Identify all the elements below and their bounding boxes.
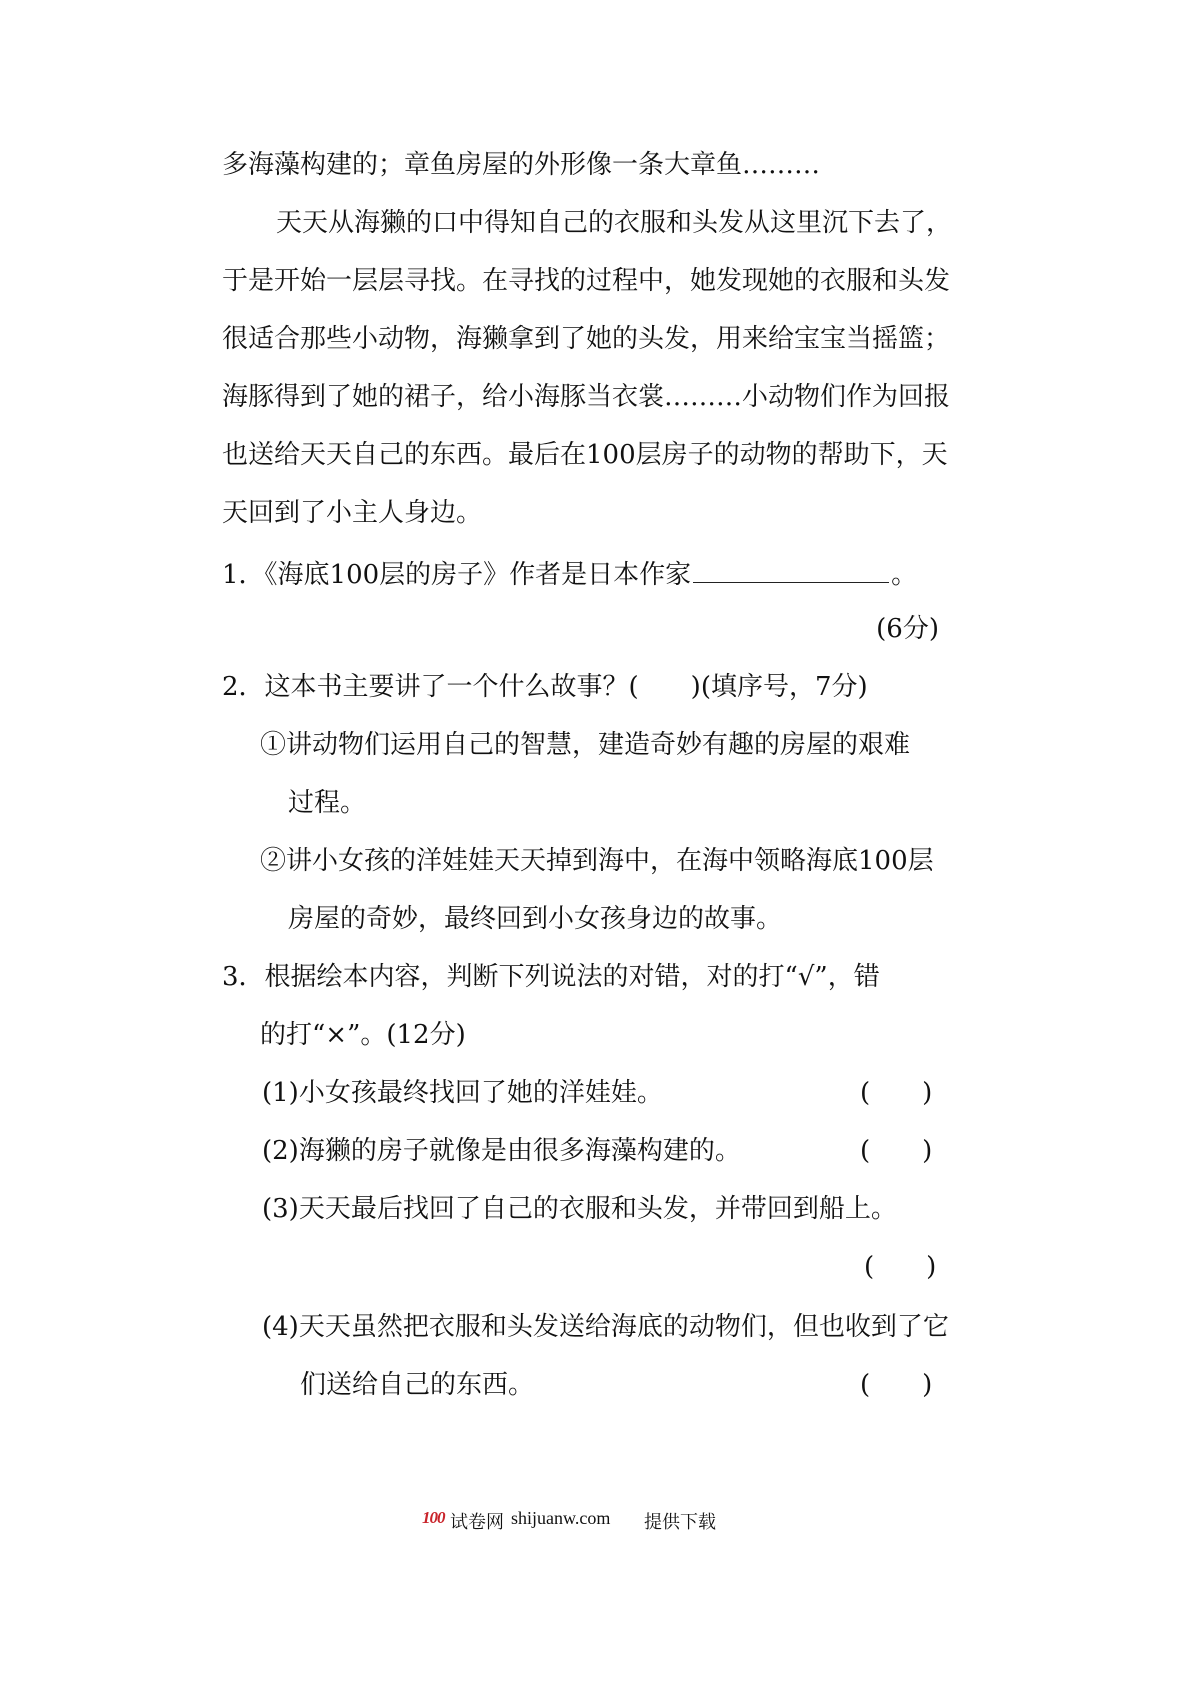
answer-paren-1[interactable]: ( ) (860, 1078, 933, 1108)
option-2-line-b: 房屋的奇妙，最终回到小女孩身边的故事。 (288, 904, 783, 934)
statement-1: (1)小女孩最终找回了她的洋娃娃。 (262, 1078, 663, 1108)
answer-blank[interactable] (693, 556, 889, 583)
statement-2: (2)海獭的房子就像是由很多海藻构建的。 (262, 1136, 741, 1166)
site-url[interactable]: shijuanw.com (511, 1508, 611, 1528)
answer-paren-3[interactable]: ( ) (864, 1252, 937, 1282)
site-name: 试卷网 (450, 1512, 504, 1532)
question-1-score: (6分) (876, 614, 939, 644)
footer (0, 1506, 1191, 1536)
statement-4-line-a: (4)天天虽然把衣服和头发送给海底的动物们，但也收到了它 (262, 1312, 949, 1342)
option-1-line-b: 过程。 (288, 788, 367, 818)
passage-line-2: 天天从海獭的口中得知自己的衣服和头发从这里沉下去了， (276, 208, 953, 238)
question-1-end: 。 (891, 560, 918, 590)
passage-line-4: 很适合那些小动物，海獭拿到了她的头发，用来给宝宝当摇篮； (222, 324, 951, 354)
statement-4-line-b: 们送给自己的东西。 (300, 1370, 535, 1400)
passage-line-7: 天回到了小主人身边。 (222, 498, 483, 528)
passage-line-5: 海豚得到了她的裙子，给小海豚当衣裳………小动物们作为回报 (222, 382, 951, 412)
question-3-text-a: 3．根据绘本内容，判断下列说法的对错，对的打“√”，错 (222, 962, 880, 992)
question-1-text: 1．《海底100层的房子》作者是日本作家 (222, 560, 692, 590)
passage-line-6: 也送给天天自己的东西。最后在100层房子的动物的帮助下，天 (222, 440, 948, 470)
question-3-text-b: 的打“×”。(12分) (260, 1020, 466, 1050)
passage-line-1: 多海藻构建的；章鱼房屋的外形像一条大章鱼……… (222, 150, 821, 180)
download-note: 提供下载 (644, 1512, 716, 1532)
statement-3: (3)天天最后找回了自己的衣服和头发，并带回到船上。 (262, 1194, 897, 1224)
site-logo: 100 (422, 1508, 445, 1527)
answer-paren-4[interactable]: ( ) (860, 1370, 933, 1400)
option-1-line-a: ①讲动物们运用自己的智慧，建造奇妙有趣的房屋的艰难 (260, 730, 911, 760)
question-1-line (222, 556, 917, 592)
option-2-line-a: ②讲小女孩的洋娃娃天天掉到海中，在海中领略海底100层 (260, 846, 934, 876)
answer-paren-2[interactable]: ( ) (860, 1136, 933, 1166)
question-2-text: 2．这本书主要讲了一个什么故事？( )(填序号，7分) (222, 672, 868, 702)
passage-line-3: 于是开始一层层寻找。在寻找的过程中，她发现她的衣服和头发 (222, 266, 951, 296)
